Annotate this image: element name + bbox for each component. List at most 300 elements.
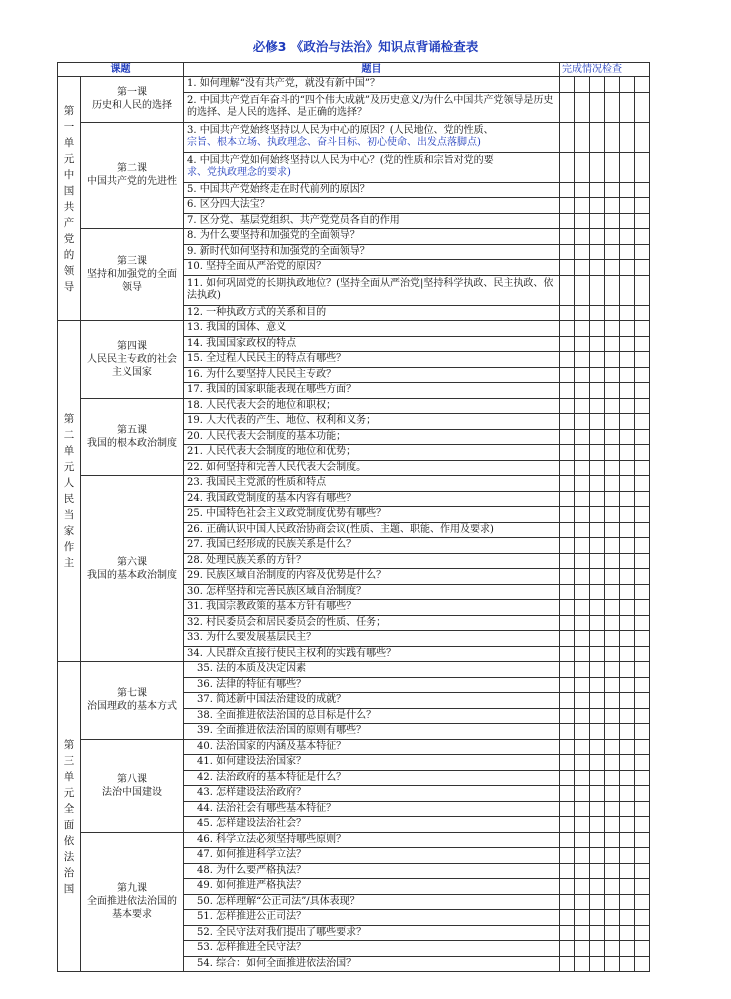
check-cell[interactable] [560, 182, 575, 198]
check-cell[interactable] [620, 336, 635, 352]
check-cell[interactable] [575, 724, 590, 740]
check-cell[interactable] [575, 941, 590, 957]
check-cell[interactable] [575, 367, 590, 383]
check-cell[interactable] [635, 910, 650, 926]
check-cell[interactable] [590, 755, 605, 771]
check-cell[interactable] [575, 786, 590, 802]
check-cell[interactable] [605, 910, 620, 926]
check-cell[interactable] [635, 522, 650, 538]
check-cell[interactable] [590, 786, 605, 802]
check-cell[interactable] [605, 817, 620, 833]
check-cell[interactable] [575, 522, 590, 538]
check-cell[interactable] [575, 414, 590, 430]
check-cell[interactable] [575, 305, 590, 321]
check-cell[interactable] [635, 445, 650, 461]
check-cell[interactable] [635, 383, 650, 399]
check-cell[interactable] [605, 615, 620, 631]
check-cell[interactable] [635, 122, 650, 152]
check-cell[interactable] [575, 584, 590, 600]
check-cell[interactable] [635, 724, 650, 740]
check-cell[interactable] [635, 786, 650, 802]
check-cell[interactable] [590, 398, 605, 414]
check-cell[interactable] [620, 910, 635, 926]
check-cell[interactable] [635, 152, 650, 182]
check-cell[interactable] [605, 305, 620, 321]
check-cell[interactable] [590, 275, 605, 305]
check-cell[interactable] [635, 321, 650, 337]
check-cell[interactable] [560, 600, 575, 616]
check-cell[interactable] [590, 244, 605, 260]
check-cell[interactable] [605, 429, 620, 445]
check-cell[interactable] [590, 491, 605, 507]
check-cell[interactable] [635, 584, 650, 600]
check-cell[interactable] [575, 770, 590, 786]
check-cell[interactable] [590, 367, 605, 383]
check-cell[interactable] [635, 832, 650, 848]
check-cell[interactable] [620, 507, 635, 523]
check-cell[interactable] [575, 631, 590, 647]
check-cell[interactable] [635, 956, 650, 972]
check-cell[interactable] [575, 646, 590, 662]
check-cell[interactable] [635, 941, 650, 957]
check-cell[interactable] [560, 445, 575, 461]
check-cell[interactable] [575, 600, 590, 616]
check-cell[interactable] [560, 336, 575, 352]
check-cell[interactable] [635, 879, 650, 895]
check-cell[interactable] [575, 879, 590, 895]
check-cell[interactable] [575, 569, 590, 585]
check-cell[interactable] [635, 677, 650, 693]
check-cell[interactable] [605, 275, 620, 305]
check-cell[interactable] [620, 584, 635, 600]
check-cell[interactable] [575, 460, 590, 476]
check-cell[interactable] [575, 336, 590, 352]
check-cell[interactable] [620, 832, 635, 848]
check-cell[interactable] [560, 755, 575, 771]
check-cell[interactable] [590, 321, 605, 337]
check-cell[interactable] [560, 646, 575, 662]
check-cell[interactable] [605, 569, 620, 585]
check-cell[interactable] [590, 925, 605, 941]
check-cell[interactable] [560, 739, 575, 755]
check-cell[interactable] [590, 352, 605, 368]
check-cell[interactable] [560, 491, 575, 507]
check-cell[interactable] [575, 445, 590, 461]
check-cell[interactable] [560, 832, 575, 848]
check-cell[interactable] [635, 460, 650, 476]
check-cell[interactable] [560, 863, 575, 879]
check-cell[interactable] [575, 615, 590, 631]
check-cell[interactable] [620, 863, 635, 879]
check-cell[interactable] [575, 152, 590, 182]
check-cell[interactable] [620, 879, 635, 895]
check-cell[interactable] [620, 538, 635, 554]
check-cell[interactable] [590, 229, 605, 245]
check-cell[interactable] [560, 708, 575, 724]
check-cell[interactable] [605, 677, 620, 693]
check-cell[interactable] [575, 122, 590, 152]
check-cell[interactable] [560, 894, 575, 910]
check-cell[interactable] [605, 152, 620, 182]
check-cell[interactable] [575, 739, 590, 755]
check-cell[interactable] [560, 569, 575, 585]
check-cell[interactable] [635, 92, 650, 122]
check-cell[interactable] [575, 848, 590, 864]
check-cell[interactable] [620, 615, 635, 631]
check-cell[interactable] [635, 569, 650, 585]
check-cell[interactable] [590, 569, 605, 585]
check-cell[interactable] [635, 336, 650, 352]
check-cell[interactable] [620, 321, 635, 337]
check-cell[interactable] [635, 229, 650, 245]
check-cell[interactable] [620, 229, 635, 245]
check-cell[interactable] [560, 152, 575, 182]
check-cell[interactable] [590, 894, 605, 910]
check-cell[interactable] [620, 848, 635, 864]
check-cell[interactable] [605, 925, 620, 941]
check-cell[interactable] [590, 879, 605, 895]
check-cell[interactable] [635, 631, 650, 647]
check-cell[interactable] [620, 476, 635, 492]
check-cell[interactable] [560, 383, 575, 399]
check-cell[interactable] [620, 956, 635, 972]
check-cell[interactable] [635, 429, 650, 445]
check-cell[interactable] [635, 398, 650, 414]
check-cell[interactable] [590, 336, 605, 352]
check-cell[interactable] [560, 925, 575, 941]
check-cell[interactable] [635, 476, 650, 492]
check-cell[interactable] [635, 367, 650, 383]
check-cell[interactable] [590, 445, 605, 461]
check-cell[interactable] [635, 894, 650, 910]
check-cell[interactable] [605, 894, 620, 910]
check-cell[interactable] [575, 817, 590, 833]
check-cell[interactable] [620, 662, 635, 678]
check-cell[interactable] [620, 693, 635, 709]
check-cell[interactable] [575, 352, 590, 368]
check-cell[interactable] [605, 414, 620, 430]
check-cell[interactable] [575, 662, 590, 678]
check-cell[interactable] [560, 801, 575, 817]
check-cell[interactable] [560, 122, 575, 152]
check-cell[interactable] [635, 801, 650, 817]
check-cell[interactable] [620, 460, 635, 476]
check-cell[interactable] [575, 213, 590, 229]
check-cell[interactable] [590, 213, 605, 229]
check-cell[interactable] [590, 863, 605, 879]
check-cell[interactable] [575, 553, 590, 569]
check-cell[interactable] [575, 476, 590, 492]
check-cell[interactable] [635, 770, 650, 786]
check-cell[interactable] [635, 863, 650, 879]
check-cell[interactable] [605, 584, 620, 600]
check-cell[interactable] [605, 198, 620, 214]
check-cell[interactable] [575, 398, 590, 414]
check-cell[interactable] [635, 662, 650, 678]
check-cell[interactable] [575, 863, 590, 879]
check-cell[interactable] [605, 879, 620, 895]
check-cell[interactable] [575, 693, 590, 709]
check-cell[interactable] [620, 569, 635, 585]
check-cell[interactable] [575, 925, 590, 941]
check-cell[interactable] [590, 600, 605, 616]
check-cell[interactable] [590, 383, 605, 399]
check-cell[interactable] [605, 244, 620, 260]
check-cell[interactable] [560, 553, 575, 569]
check-cell[interactable] [560, 198, 575, 214]
check-cell[interactable] [605, 321, 620, 337]
check-cell[interactable] [575, 708, 590, 724]
check-cell[interactable] [620, 786, 635, 802]
check-cell[interactable] [575, 182, 590, 198]
check-cell[interactable] [620, 894, 635, 910]
check-cell[interactable] [605, 460, 620, 476]
check-cell[interactable] [560, 910, 575, 926]
check-cell[interactable] [560, 848, 575, 864]
check-cell[interactable] [620, 77, 635, 93]
check-cell[interactable] [635, 708, 650, 724]
check-cell[interactable] [590, 646, 605, 662]
check-cell[interactable] [560, 677, 575, 693]
check-cell[interactable] [620, 801, 635, 817]
check-cell[interactable] [605, 352, 620, 368]
check-cell[interactable] [590, 584, 605, 600]
check-cell[interactable] [620, 941, 635, 957]
check-cell[interactable] [620, 708, 635, 724]
check-cell[interactable] [590, 724, 605, 740]
check-cell[interactable] [560, 662, 575, 678]
check-cell[interactable] [590, 305, 605, 321]
check-cell[interactable] [605, 755, 620, 771]
check-cell[interactable] [635, 848, 650, 864]
check-cell[interactable] [620, 275, 635, 305]
check-cell[interactable] [620, 367, 635, 383]
check-cell[interactable] [590, 77, 605, 93]
check-cell[interactable] [620, 817, 635, 833]
check-cell[interactable] [560, 941, 575, 957]
check-cell[interactable] [620, 631, 635, 647]
check-cell[interactable] [620, 260, 635, 276]
check-cell[interactable] [560, 352, 575, 368]
check-cell[interactable] [635, 275, 650, 305]
check-cell[interactable] [620, 92, 635, 122]
check-cell[interactable] [605, 600, 620, 616]
check-cell[interactable] [590, 693, 605, 709]
check-cell[interactable] [560, 879, 575, 895]
check-cell[interactable] [605, 801, 620, 817]
check-cell[interactable] [605, 724, 620, 740]
check-cell[interactable] [590, 801, 605, 817]
check-cell[interactable] [620, 646, 635, 662]
check-cell[interactable] [560, 786, 575, 802]
check-cell[interactable] [635, 77, 650, 93]
check-cell[interactable] [560, 522, 575, 538]
check-cell[interactable] [635, 182, 650, 198]
check-cell[interactable] [605, 770, 620, 786]
check-cell[interactable] [575, 92, 590, 122]
check-cell[interactable] [635, 352, 650, 368]
check-cell[interactable] [575, 321, 590, 337]
check-cell[interactable] [635, 739, 650, 755]
check-cell[interactable] [590, 941, 605, 957]
check-cell[interactable] [605, 693, 620, 709]
check-cell[interactable] [605, 213, 620, 229]
check-cell[interactable] [605, 445, 620, 461]
check-cell[interactable] [635, 817, 650, 833]
check-cell[interactable] [635, 615, 650, 631]
check-cell[interactable] [560, 398, 575, 414]
check-cell[interactable] [620, 122, 635, 152]
check-cell[interactable] [605, 646, 620, 662]
check-cell[interactable] [620, 198, 635, 214]
check-cell[interactable] [560, 476, 575, 492]
check-cell[interactable] [560, 631, 575, 647]
check-cell[interactable] [575, 429, 590, 445]
check-cell[interactable] [560, 538, 575, 554]
check-cell[interactable] [620, 925, 635, 941]
check-cell[interactable] [605, 122, 620, 152]
check-cell[interactable] [605, 507, 620, 523]
check-cell[interactable] [590, 910, 605, 926]
check-cell[interactable] [575, 832, 590, 848]
check-cell[interactable] [605, 739, 620, 755]
check-cell[interactable] [575, 956, 590, 972]
check-cell[interactable] [605, 476, 620, 492]
check-cell[interactable] [560, 615, 575, 631]
check-cell[interactable] [635, 491, 650, 507]
check-cell[interactable] [635, 925, 650, 941]
check-cell[interactable] [605, 538, 620, 554]
check-cell[interactable] [590, 832, 605, 848]
check-cell[interactable] [605, 522, 620, 538]
check-cell[interactable] [605, 182, 620, 198]
check-cell[interactable] [560, 305, 575, 321]
check-cell[interactable] [635, 646, 650, 662]
check-cell[interactable] [605, 553, 620, 569]
check-cell[interactable] [560, 507, 575, 523]
check-cell[interactable] [605, 863, 620, 879]
check-cell[interactable] [560, 92, 575, 122]
check-cell[interactable] [590, 414, 605, 430]
check-cell[interactable] [590, 538, 605, 554]
check-cell[interactable] [635, 244, 650, 260]
check-cell[interactable] [620, 600, 635, 616]
check-cell[interactable] [620, 755, 635, 771]
check-cell[interactable] [620, 429, 635, 445]
check-cell[interactable] [560, 956, 575, 972]
check-cell[interactable] [605, 77, 620, 93]
check-cell[interactable] [605, 708, 620, 724]
check-cell[interactable] [560, 770, 575, 786]
check-cell[interactable] [590, 662, 605, 678]
check-cell[interactable] [590, 817, 605, 833]
check-cell[interactable] [590, 152, 605, 182]
check-cell[interactable] [605, 229, 620, 245]
check-cell[interactable] [590, 122, 605, 152]
check-cell[interactable] [620, 739, 635, 755]
check-cell[interactable] [575, 507, 590, 523]
check-cell[interactable] [590, 260, 605, 276]
check-cell[interactable] [575, 244, 590, 260]
check-cell[interactable] [635, 538, 650, 554]
check-cell[interactable] [560, 275, 575, 305]
check-cell[interactable] [575, 677, 590, 693]
check-cell[interactable] [590, 631, 605, 647]
check-cell[interactable] [605, 832, 620, 848]
check-cell[interactable] [620, 445, 635, 461]
check-cell[interactable] [575, 275, 590, 305]
check-cell[interactable] [560, 213, 575, 229]
check-cell[interactable] [575, 260, 590, 276]
check-cell[interactable] [605, 491, 620, 507]
check-cell[interactable] [635, 198, 650, 214]
check-cell[interactable] [620, 398, 635, 414]
check-cell[interactable] [560, 367, 575, 383]
check-cell[interactable] [560, 77, 575, 93]
check-cell[interactable] [620, 152, 635, 182]
check-cell[interactable] [635, 755, 650, 771]
check-cell[interactable] [635, 260, 650, 276]
check-cell[interactable] [590, 476, 605, 492]
check-cell[interactable] [635, 213, 650, 229]
check-cell[interactable] [605, 631, 620, 647]
check-cell[interactable] [590, 770, 605, 786]
check-cell[interactable] [620, 182, 635, 198]
check-cell[interactable] [635, 600, 650, 616]
check-cell[interactable] [620, 522, 635, 538]
check-cell[interactable] [605, 367, 620, 383]
check-cell[interactable] [560, 460, 575, 476]
check-cell[interactable] [605, 92, 620, 122]
check-cell[interactable] [560, 321, 575, 337]
check-cell[interactable] [575, 910, 590, 926]
check-cell[interactable] [560, 229, 575, 245]
check-cell[interactable] [575, 383, 590, 399]
check-cell[interactable] [605, 260, 620, 276]
check-cell[interactable] [590, 522, 605, 538]
check-cell[interactable] [575, 491, 590, 507]
check-cell[interactable] [560, 244, 575, 260]
check-cell[interactable] [620, 244, 635, 260]
check-cell[interactable] [620, 414, 635, 430]
check-cell[interactable] [590, 182, 605, 198]
check-cell[interactable] [635, 553, 650, 569]
check-cell[interactable] [560, 584, 575, 600]
check-cell[interactable] [605, 941, 620, 957]
check-cell[interactable] [605, 383, 620, 399]
check-cell[interactable] [620, 491, 635, 507]
check-cell[interactable] [575, 198, 590, 214]
check-cell[interactable] [575, 801, 590, 817]
check-cell[interactable] [590, 198, 605, 214]
check-cell[interactable] [575, 894, 590, 910]
check-cell[interactable] [605, 398, 620, 414]
check-cell[interactable] [620, 553, 635, 569]
check-cell[interactable] [560, 693, 575, 709]
check-cell[interactable] [635, 693, 650, 709]
check-cell[interactable] [605, 848, 620, 864]
check-cell[interactable] [620, 383, 635, 399]
check-cell[interactable] [590, 460, 605, 476]
check-cell[interactable] [590, 92, 605, 122]
check-cell[interactable] [575, 77, 590, 93]
check-cell[interactable] [620, 305, 635, 321]
check-cell[interactable] [590, 429, 605, 445]
check-cell[interactable] [605, 786, 620, 802]
check-cell[interactable] [635, 414, 650, 430]
check-cell[interactable] [620, 724, 635, 740]
check-cell[interactable] [620, 770, 635, 786]
